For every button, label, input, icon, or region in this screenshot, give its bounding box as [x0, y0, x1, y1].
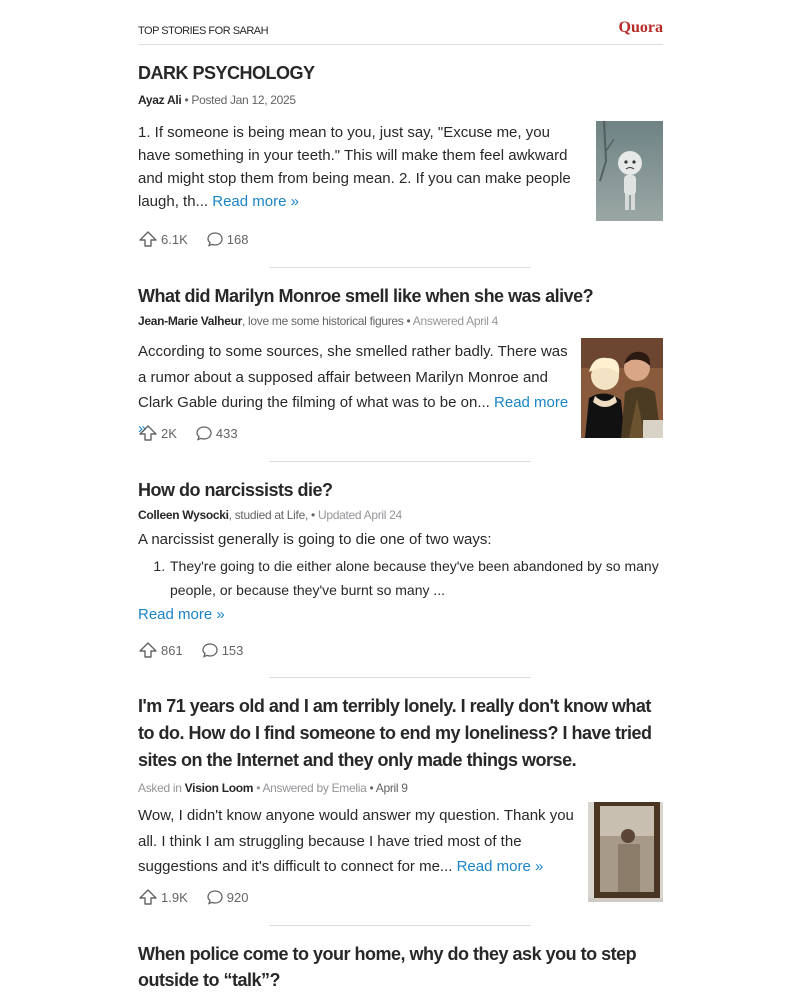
- comment-button[interactable]: [201, 641, 244, 659]
- sad-figurine-image[interactable]: [596, 121, 663, 221]
- story-meta: [138, 93, 663, 107]
- upvote-count: 861: [161, 642, 183, 658]
- post-status: April 9: [375, 781, 408, 795]
- story-actions: [138, 423, 256, 443]
- answered-by[interactable]: • Answered by Emelia: [253, 781, 367, 795]
- comment-icon: [201, 641, 219, 659]
- author-credential: , love me some historical figures: [241, 314, 404, 328]
- comment-count: 153: [221, 642, 244, 658]
- excerpt-text: A narcissist generally is going to die one of two ways:: [138, 531, 492, 548]
- upvote-count: 6.1K: [161, 231, 188, 247]
- story-title[interactable]: I'm 71 years old and I am terribly lonely. I really don't know what to do. How do I find someone to end my loneliness? I have tried sites on the Internet and they only made things worse.: [138, 696, 652, 770]
- asked-in-label: Asked in: [138, 781, 185, 795]
- upvote-button[interactable]: [138, 230, 188, 248]
- story-meta: [138, 314, 663, 328]
- story-card: [138, 477, 663, 626]
- story-actions: [138, 640, 261, 660]
- list-item: 1. They're going to die either alone because they've been abandoned by so many people, or because they've burnt so many ...: [169, 554, 663, 602]
- quora-logo[interactable]: Quora: [618, 19, 663, 36]
- meta-separator: •: [403, 314, 413, 328]
- comment-button[interactable]: [195, 424, 238, 442]
- upvote-button[interactable]: [138, 888, 188, 906]
- upvote-icon: [138, 641, 158, 659]
- author-name[interactable]: Jean-Marie Valheur: [138, 314, 242, 328]
- post-status: Updated April 24: [317, 508, 402, 522]
- upvote-count: 1.9K: [161, 889, 188, 905]
- meta-separator: •: [307, 508, 318, 522]
- comment-count: 168: [226, 231, 249, 247]
- author-name[interactable]: Colleen Wysocki: [138, 508, 229, 522]
- read-more-link[interactable]: Read more »: [456, 858, 544, 875]
- excerpt-list: [138, 554, 663, 602]
- post-status: Posted Jan 12, 2025: [191, 93, 296, 107]
- section-title: TOP STORIES FOR SARAH: [138, 25, 269, 37]
- comment-icon: [206, 888, 224, 906]
- comment-icon: [195, 424, 213, 442]
- upvote-button[interactable]: [138, 424, 177, 442]
- story-actions: [138, 887, 266, 907]
- meta-separator: •: [181, 93, 192, 107]
- read-more-link[interactable]: Read more »: [138, 606, 225, 623]
- author-name[interactable]: Ayaz Ali: [138, 93, 182, 107]
- story-excerpt: [138, 803, 574, 880]
- upvote-icon: [138, 230, 158, 248]
- story-meta: [138, 781, 663, 795]
- mirror-photo-image[interactable]: [588, 802, 663, 902]
- author-credential: , studied at Life,: [228, 508, 308, 522]
- comment-icon: [206, 230, 224, 248]
- upvote-icon: [138, 888, 158, 906]
- story-card: [138, 941, 663, 993]
- excerpt-text: 1. If someone is being mean to you, just say, "Excuse me, you have something in your teeth." This will make them feel awkward and might stop them from being mean. 2. If you can make people laugh, th...: [138, 124, 571, 210]
- story-excerpt: [138, 528, 663, 626]
- upvote-count: 2K: [161, 425, 177, 441]
- post-status: Answered April 4: [412, 314, 499, 328]
- story-divider: [269, 677, 531, 678]
- comment-count: 920: [226, 889, 249, 905]
- story-title[interactable]: DARK PSYCHOLOGY: [138, 63, 315, 83]
- story-divider: [269, 267, 531, 268]
- upvote-icon: [138, 424, 158, 442]
- story-card: [138, 60, 663, 210]
- story-title[interactable]: How do narcissists die?: [138, 480, 333, 500]
- comment-button[interactable]: [206, 888, 249, 906]
- comment-button[interactable]: [206, 230, 249, 248]
- read-more-link[interactable]: Read more »: [138, 394, 569, 437]
- meta-separator: •: [366, 781, 376, 795]
- excerpt-text: Wow, I didn't know anyone would answer my question. Thank you all. I think I am struggling because I have tried most of the suggestions and it's difficult to connect for me...: [138, 807, 574, 875]
- upvote-button[interactable]: [138, 641, 183, 659]
- story-meta: [138, 508, 663, 522]
- excerpt-text: According to some sources, she smelled rather badly. There was a rumor about a supposed affair between Marilyn Monroe and Clark Gable during the filming of what was to be on...: [138, 343, 568, 411]
- email-digest: [138, 0, 663, 990]
- story-excerpt: [138, 121, 586, 213]
- story-divider: [269, 925, 531, 926]
- couple-photo-image[interactable]: [581, 338, 663, 438]
- story-title[interactable]: What did Marilyn Monroe smell like when she was alive?: [138, 286, 594, 306]
- digest-header: [138, 0, 663, 45]
- story-actions: [138, 229, 266, 249]
- read-more-link[interactable]: Read more »: [212, 193, 299, 210]
- comment-count: 433: [215, 425, 238, 441]
- story-card: [138, 693, 663, 875]
- story-divider: [269, 461, 531, 462]
- space-name[interactable]: Vision Loom: [184, 781, 254, 795]
- story-title[interactable]: When police come to your home, why do they ask you to step outside to “talk”?: [138, 944, 637, 990]
